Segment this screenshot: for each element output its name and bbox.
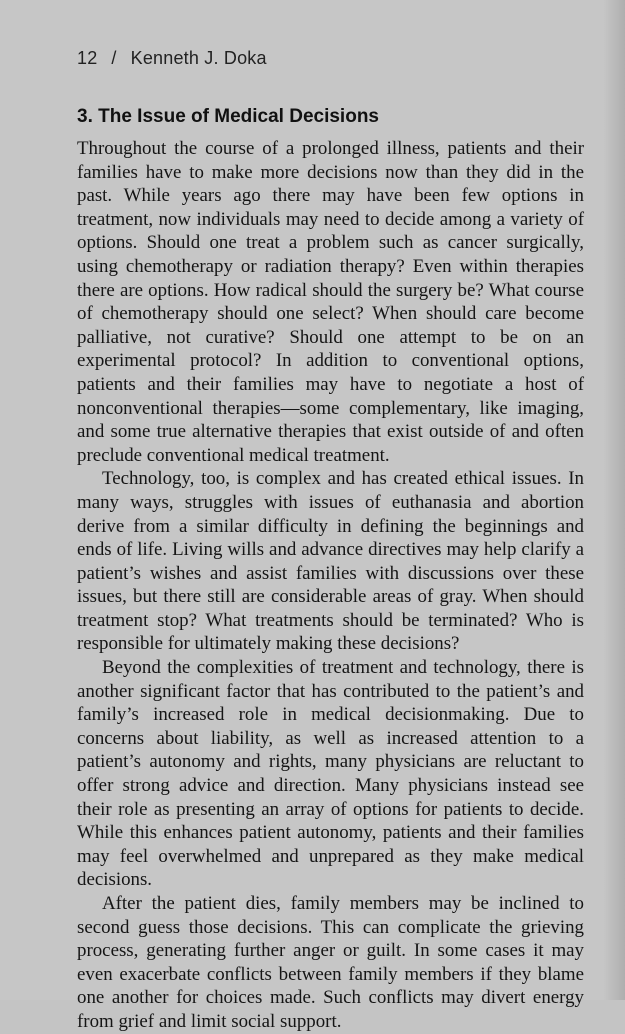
body-text [77, 137, 584, 1034]
paragraph-1: Throughout the course of a prolonged illness, patients and their families have to make more decisions now than they did in the past. While years ago there may have been few options in treatment, now individuals may need to decide among a variety of options. Should one treat a problem such as cancer surgically, using chemotherapy or radiation therapy? Even within therapies there are options. How radical should the surgery be? What course of chemotherapy should one select? When should care become palliative, not curative? Should one attempt to be on an experimental protocol? In addition to conventional options, patients and their families may have to negotiate a host of nonconventional therapies—some complementary, like imaging, and some true alternative therapies that exist outside of and often preclude conventional medical treatment. [77, 138, 584, 466]
page-number: 12 [77, 48, 98, 68]
paragraph-2: Technology, too, is complex and has created ethical issues. In many ways, struggles with issues of euthanasia and abortion derive from a similar difficulty in defining the beginnings and ends of life. Living wills and advance directives may help clarify a patient’s wishes and assist families with discussions over these issues, but there still are considerable areas of gray. When should treatment stop? What treatments should be terminated? Who is responsible for ultimately making these decisions? [77, 468, 584, 655]
running-head-author: Kenneth J. Doka [130, 48, 267, 68]
paragraph-3: Beyond the complexities of treatment and technology, there is another significant factor that has contributed to the patient’s and family’s increased role in medical decisionmaking. Due to concerns about liability, as well as increased attention to a patient’s autonomy and rights, many physicians are reluctant to offer strong advice and direction. Many physicians instead see their role as presenting an array of options for patients to decide. While this enhances patient autonomy, patients and their families may feel overwhelmed and unprepared as they make medical decisions. [77, 657, 584, 891]
running-head-separator: / [111, 48, 117, 68]
paragraph-4: After the patient dies, family members may be inclined to second guess those decisions. This can complicate the grieving process, generating further anger or guilt. In some cases it may even exacerbate conflicts between family members if they blame one another for choices made. Such conflicts may divert energy from grief and limit social support. [77, 893, 584, 1032]
page-edge-shadow [603, 0, 625, 1000]
section-heading: 3. The Issue of Medical Decisions [77, 106, 379, 127]
running-head [77, 48, 267, 69]
